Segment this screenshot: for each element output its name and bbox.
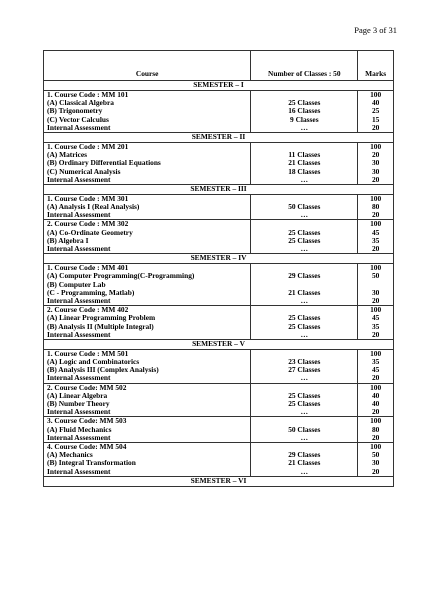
course-line-course: (B) Algebra I — [47, 235, 89, 245]
course-line-classes: 25 Classes — [288, 313, 321, 323]
course-line-marks: 20 — [371, 244, 380, 253]
course-line-marks: 40 — [371, 390, 380, 400]
course-line-classes: 29 Classes — [288, 450, 321, 460]
course-line-marks: 20 — [371, 122, 380, 132]
course-line-marks: 100 — [370, 263, 382, 273]
course-line-marks: 45 — [371, 313, 380, 323]
classes-cell — [251, 383, 358, 417]
course-cell — [44, 349, 251, 383]
course-cell — [44, 442, 251, 476]
semester-row — [44, 254, 394, 264]
course-line-marks: 20 — [371, 466, 380, 476]
course-line-course: (A) Linear Algebra — [47, 390, 108, 400]
course-line-course: Internal Assessment — [47, 432, 111, 442]
course-line-course: (B) Trigonometry — [47, 106, 103, 116]
semester-title: SEMESTER – II — [44, 132, 394, 142]
course-line-course: (A) Co-Ordinate Geometry — [47, 227, 133, 237]
course-block-row — [44, 142, 394, 184]
course-line-classes: … — [300, 407, 308, 417]
course-line-marks: 100 — [370, 441, 382, 451]
course-line-course: 3. Course Code: MM 503 — [47, 416, 127, 426]
course-line-course: 2. Course Code: MM 502 — [47, 382, 127, 392]
course-line-marks: 100 — [370, 348, 382, 358]
course-cell — [44, 306, 251, 340]
marks-cell — [358, 349, 394, 383]
course-line-marks: 20 — [371, 407, 380, 417]
course-line-marks: 20 — [371, 373, 380, 383]
course-line-course: (A) Computer Programming(C-Programming) — [47, 271, 195, 281]
course-line-marks: 40 — [371, 98, 380, 108]
classes-cell — [251, 220, 358, 254]
course-line-classes: 21 Classes — [288, 458, 321, 468]
course-line-classes: 9 Classes — [290, 114, 319, 124]
course-line-course: (A) Classical Algebra — [47, 98, 114, 108]
course-block-row — [44, 417, 394, 443]
classes-cell — [251, 417, 358, 443]
course-line-classes: 25 Classes — [288, 321, 321, 331]
course-line-course: Internal Assessment — [47, 329, 111, 339]
course-line-marks: 100 — [370, 416, 382, 426]
course-line-marks: 80 — [371, 202, 380, 212]
course-line-course: 1. Course Code : MM 101 — [47, 90, 129, 99]
course-line-marks: 45 — [371, 365, 380, 375]
semester-title: SEMESTER – IV — [44, 254, 394, 264]
course-line-marks: 30 — [371, 458, 380, 468]
course-line-marks: 30 — [371, 287, 380, 297]
semester-title: SEMESTER – I — [44, 81, 394, 91]
course-line-course: Internal Assessment — [47, 466, 111, 476]
course-line-course: Internal Assessment — [47, 174, 111, 184]
syllabus-table — [43, 50, 394, 487]
course-line-classes: … — [300, 466, 308, 476]
marks-cell — [358, 383, 394, 417]
course-line-course: (A) Logic and Combinatorics — [47, 357, 140, 367]
course-line-classes: … — [300, 210, 308, 220]
page-number: Page 3 of 31 — [354, 25, 397, 35]
syllabus-body — [44, 81, 394, 487]
course-line-marks: 50 — [371, 271, 380, 281]
course-line-course: 1. Course Code : MM 501 — [47, 348, 129, 358]
course-line-course: 1. Course Code : MM 301 — [47, 193, 129, 203]
course-line-classes: … — [300, 244, 308, 253]
semester-row — [44, 476, 394, 486]
course-line-course: (A) Mechanics — [47, 450, 93, 460]
classes-cell — [251, 194, 358, 220]
course-line-classes: 21 Classes — [288, 158, 321, 168]
course-line-marks: 100 — [370, 90, 382, 99]
course-line-classes: 27 Classes — [288, 365, 321, 375]
course-block-row — [44, 383, 394, 417]
course-line-course: (C) Numerical Analysis — [47, 166, 121, 176]
course-line-classes: 25 Classes — [288, 390, 321, 400]
course-cell — [44, 142, 251, 184]
course-line-classes: … — [300, 329, 308, 339]
course-block-row — [44, 306, 394, 340]
course-line-course: (A) Matrices — [47, 150, 88, 160]
marks-cell — [358, 91, 394, 133]
classes-cell — [251, 91, 358, 133]
course-line-classes: … — [300, 174, 308, 184]
course-line-classes: … — [300, 373, 308, 383]
semester-title: SEMESTER – V — [44, 339, 394, 349]
course-line-marks: 100 — [370, 219, 382, 229]
course-line-marks: 35 — [371, 235, 380, 245]
course-cell — [44, 194, 251, 220]
course-line-marks: 20 — [371, 150, 380, 160]
course-line-course: (A) Linear Programming Problem — [47, 313, 156, 323]
course-line-marks: 20 — [371, 329, 380, 339]
course-block-row — [44, 264, 394, 306]
header-course: Course — [44, 51, 251, 81]
course-line-marks: 40 — [371, 399, 380, 408]
course-line-course: (B) Computer Lab — [47, 279, 106, 289]
course-line-marks: 20 — [371, 432, 380, 442]
course-line-classes: 50 Classes — [288, 424, 321, 434]
course-line-course: (B) Integral Transformation — [47, 458, 136, 468]
course-cell — [44, 383, 251, 417]
course-line-marks: 30 — [371, 166, 380, 176]
course-line-course: Internal Assessment — [47, 407, 111, 417]
course-line-marks: 20 — [371, 174, 380, 184]
classes-cell — [251, 142, 358, 184]
course-line-course: (C - Programming, Matlab) — [47, 287, 135, 297]
course-line-marks: 80 — [371, 424, 380, 434]
semester-row — [44, 132, 394, 142]
marks-cell — [358, 220, 394, 254]
semester-row — [44, 81, 394, 91]
course-line-marks: 50 — [371, 450, 380, 460]
course-line-classes: 23 Classes — [288, 357, 321, 367]
course-line-classes: … — [300, 432, 308, 442]
course-block-row — [44, 349, 394, 383]
course-line-course: Internal Assessment — [47, 295, 111, 305]
course-line-marks: 15 — [371, 114, 380, 124]
course-cell — [44, 417, 251, 443]
course-line-course: (C) Vector Calculus — [47, 114, 109, 124]
course-line-classes: 29 Classes — [288, 271, 321, 281]
course-line-course: 2. Course Code : MM 302 — [47, 219, 129, 229]
course-line-course: (B) Analysis II (Multiple Integral) — [47, 321, 154, 331]
course-line-course: (B) Analysis III (Complex Analysis) — [47, 365, 159, 375]
classes-cell — [251, 442, 358, 476]
course-line-marks: 20 — [371, 295, 380, 305]
course-line-classes: 16 Classes — [288, 106, 321, 116]
course-line-marks: 20 — [371, 210, 380, 220]
course-line-classes: 18 Classes — [288, 166, 321, 176]
course-line-course: (A) Fluid Mechanics — [47, 424, 112, 434]
course-line-marks: 35 — [371, 321, 380, 331]
course-block-row — [44, 91, 394, 133]
course-line-classes: 25 Classes — [288, 399, 321, 408]
course-line-marks: 45 — [371, 227, 380, 237]
course-line-course: 1. Course Code : MM 401 — [47, 263, 129, 273]
course-line-course: (B) Ordinary Differential Equations — [47, 158, 161, 168]
course-line-marks: 30 — [371, 158, 380, 168]
course-line-classes: 11 Classes — [288, 150, 321, 160]
course-line-course: (B) Number Theory — [47, 399, 110, 408]
course-line-course: Internal Assessment — [47, 373, 111, 383]
course-line-course: Internal Assessment — [47, 210, 111, 220]
semester-title: SEMESTER – III — [44, 184, 394, 194]
course-line-classes: 25 Classes — [288, 235, 321, 245]
course-line-classes: 25 Classes — [288, 98, 321, 108]
classes-cell — [251, 349, 358, 383]
course-line-classes: 50 Classes — [288, 202, 321, 212]
header-classes: Number of Classes : 50 — [251, 51, 358, 81]
course-block-row — [44, 194, 394, 220]
course-line-course: 4. Course Code: MM 504 — [47, 441, 127, 451]
marks-cell — [358, 194, 394, 220]
header-marks: Marks — [358, 51, 394, 81]
table-header-row — [44, 51, 394, 81]
course-line-classes: … — [300, 295, 308, 305]
course-line-marks: 100 — [370, 305, 382, 315]
course-line-marks: 100 — [370, 382, 382, 392]
marks-cell — [358, 142, 394, 184]
course-line-course: 1. Course Code : MM 201 — [47, 141, 129, 151]
marks-cell — [358, 417, 394, 443]
course-block-row — [44, 220, 394, 254]
course-line-classes: 25 Classes — [288, 227, 321, 237]
marks-cell — [358, 264, 394, 306]
classes-cell — [251, 306, 358, 340]
course-line-course: 2. Course Code : MM 402 — [47, 305, 129, 315]
course-line-course: Internal Assessment — [47, 244, 111, 253]
course-line-course: Internal Assessment — [47, 122, 111, 132]
course-line-course: (A) Analysis I (Real Analysis) — [47, 202, 140, 212]
course-line-marks: 100 — [370, 141, 382, 151]
course-cell — [44, 264, 251, 306]
course-line-classes: … — [300, 122, 308, 132]
marks-cell — [358, 442, 394, 476]
course-line-marks: 35 — [371, 357, 380, 367]
course-line-marks: 100 — [370, 193, 382, 203]
semester-row — [44, 184, 394, 194]
course-block-row — [44, 442, 394, 476]
course-line-marks: 25 — [371, 106, 380, 116]
course-cell — [44, 91, 251, 133]
course-line-classes: 21 Classes — [288, 287, 321, 297]
marks-cell — [358, 306, 394, 340]
semester-row — [44, 339, 394, 349]
classes-cell — [251, 264, 358, 306]
semester-title: SEMESTER – VI — [44, 476, 394, 486]
course-cell — [44, 220, 251, 254]
